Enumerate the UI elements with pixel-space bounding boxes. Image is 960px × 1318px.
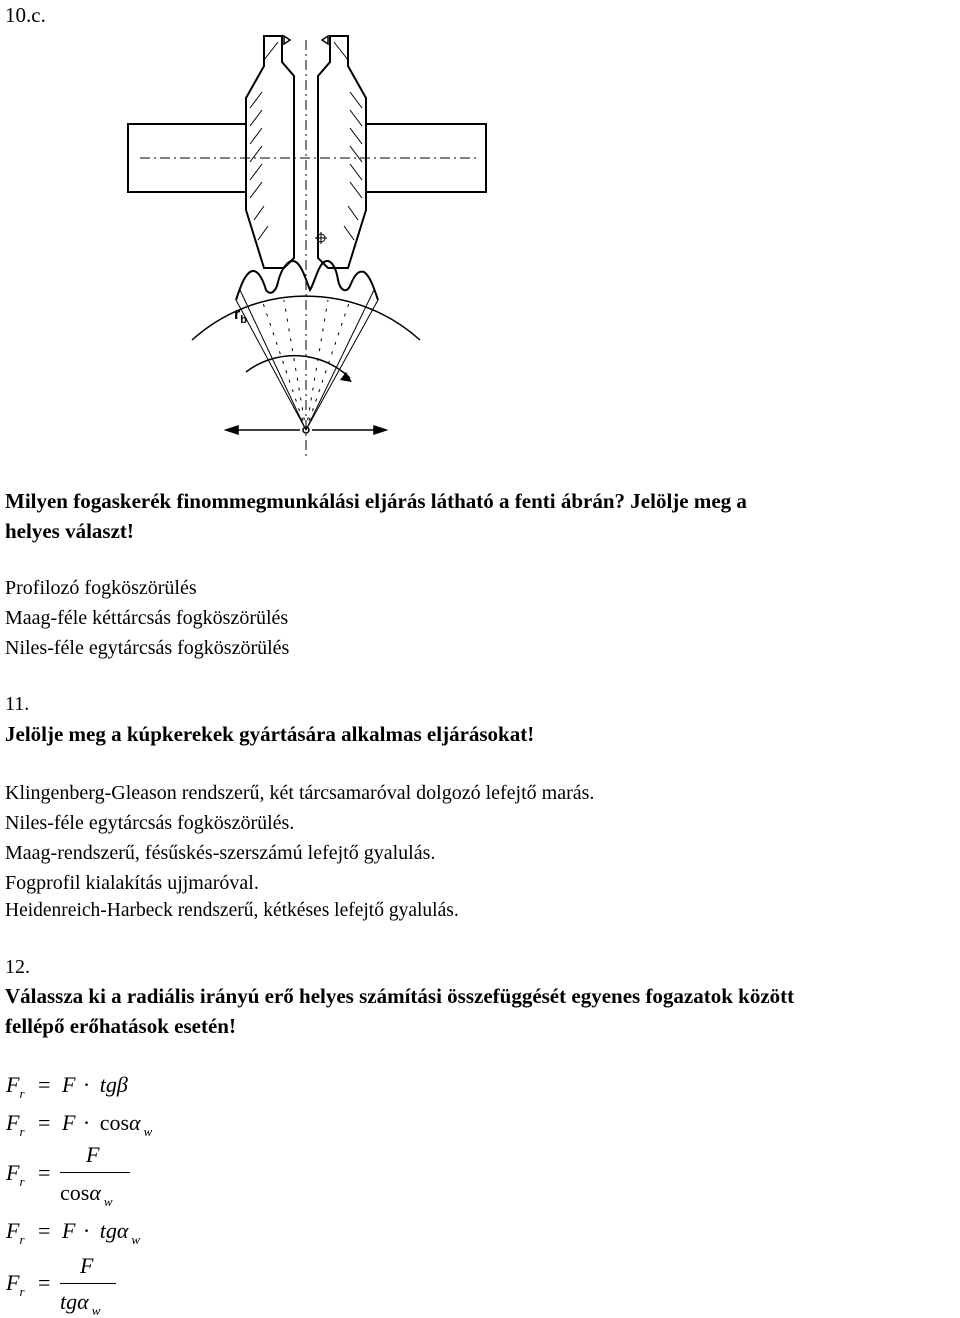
q11-option-5[interactable]: Heidenreich-Harbeck rendszerű, kétkéses lefejtő gyalulás. xyxy=(5,900,459,921)
page-number: 10.c. xyxy=(5,3,46,27)
formula-3-numerator: F xyxy=(86,1142,100,1167)
small-arc xyxy=(246,356,350,378)
q10-question-line2: helyes választ! xyxy=(5,519,134,543)
base-radius-label: $r_b$ xyxy=(234,306,247,326)
gear-grinding-figure xyxy=(0,0,960,470)
q12-question-line2: fellépő erőhatások esetén! xyxy=(5,1014,236,1038)
q10-option-1[interactable]: Profilozó fogköszörülés xyxy=(5,577,197,599)
q10-option-3[interactable]: Niles-féle egytárcsás fogköszörülés xyxy=(5,637,290,659)
formula-option-5[interactable]: $F_r$ = xyxy=(6,1270,51,1299)
formula-option-4[interactable]: $F_r = F \cdot tg\alpha$ $_w$ xyxy=(6,1218,141,1247)
left-grinding-disc xyxy=(246,36,294,268)
q12-number: 12. xyxy=(5,956,30,978)
formula-3-denominator: cosα $_w$ xyxy=(60,1180,113,1209)
q11-option-4[interactable]: Fogprofil kialakítás ujjmaróval. xyxy=(5,872,259,894)
formula-option-3[interactable]: $F_r$ = xyxy=(6,1160,51,1189)
formula-option-2[interactable]: $F_r = F \cdot \cos\alpha$ $_w$ xyxy=(6,1110,153,1139)
formula-3-fraction-bar xyxy=(60,1172,130,1173)
q10-option-2[interactable]: Maag-féle kéttárcsás fogköszörülés xyxy=(5,607,289,629)
formula-5-numerator: F xyxy=(80,1253,94,1278)
formula-option-1[interactable]: $F_r = F \cdot tg\beta$ xyxy=(6,1072,128,1101)
q11-option-2[interactable]: Niles-féle egytárcsás fogköszörülés. xyxy=(5,812,295,834)
formula-5-fraction-bar xyxy=(60,1283,116,1284)
q12-question-line1: Válassza ki a radiális irányú erő helyes számítási összefüggését egyenes fogazatok között xyxy=(5,984,795,1008)
q11-option-3[interactable]: Maag-rendszerű, fésűskés-szerszámú lefejtő gyalulás. xyxy=(5,842,436,864)
q11-question: Jelölje meg a kúpkerekek gyártására alkalmas eljárásokat! xyxy=(5,722,535,746)
q11-option-1[interactable]: Klingenberg-Gleason rendszerű, két tárcsamaróval dolgozó lefejtő marás. xyxy=(5,782,595,804)
gear-teeth xyxy=(236,261,378,300)
right-grinding-disc xyxy=(318,36,366,268)
formula-5-denominator: tgα $_w$ xyxy=(60,1289,101,1318)
q10-question-line1: Milyen fogaskerék finommegmunkálási eljárás látható a fenti ábrán? Jelölje meg a xyxy=(5,489,747,513)
q11-number: 11. xyxy=(5,693,30,715)
